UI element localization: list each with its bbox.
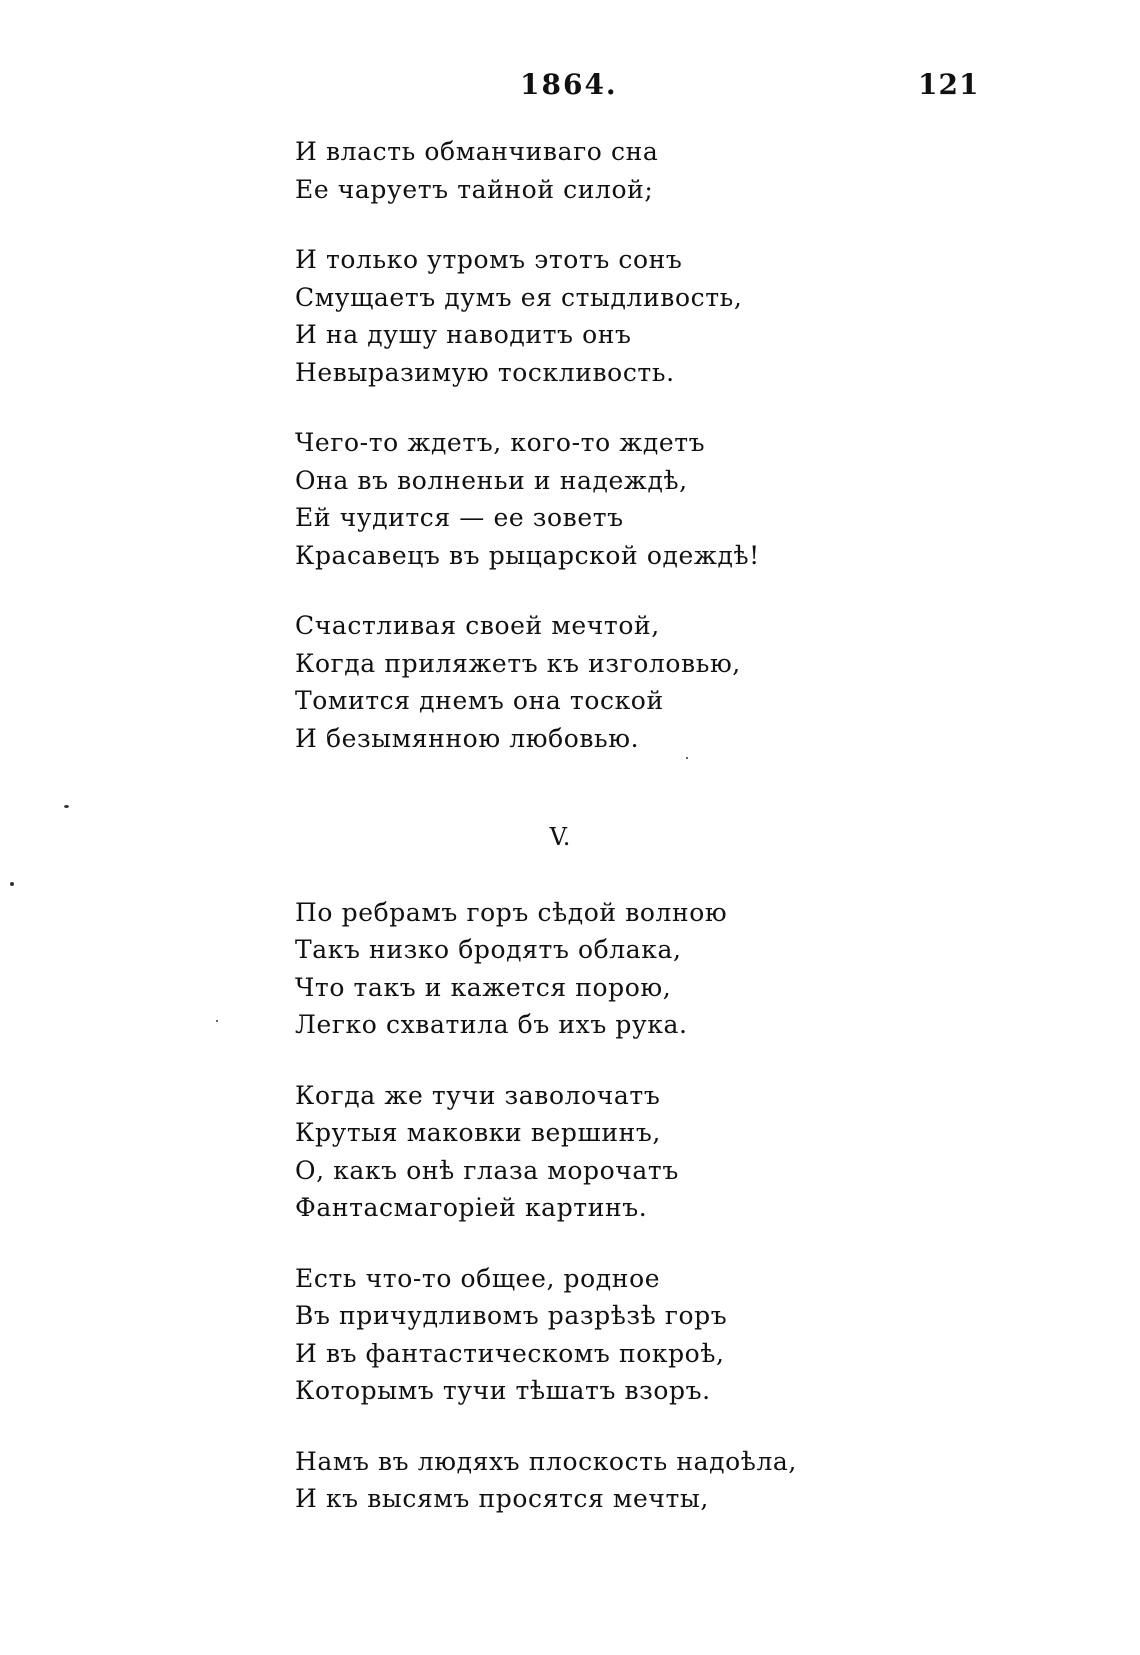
poem-body bbox=[295, 133, 1055, 1518]
verse-line: Фантасмагоріей картинъ. bbox=[295, 1193, 648, 1222]
verse-line: Ее чаруетъ тайной силой; bbox=[295, 174, 654, 204]
verse-line: Крутыя маковки вершинъ, bbox=[295, 1118, 661, 1147]
stanza bbox=[295, 1443, 1055, 1518]
verse-line: Ей чудится — ее зоветъ bbox=[295, 503, 624, 532]
verse-line: Невыразимую тоскливость. bbox=[295, 357, 675, 387]
verse-line: И на душу наводитъ онъ bbox=[295, 320, 632, 349]
stanza bbox=[295, 607, 1055, 757]
verse-line: Красавецъ въ рыцарской одеждѣ! bbox=[295, 540, 760, 570]
running-header-year: 1864. bbox=[520, 68, 618, 101]
verse-line: Что такъ и кажется порою, bbox=[295, 972, 672, 1002]
print-speck bbox=[10, 882, 14, 886]
verse-line: Легко схватила бъ ихъ рука. bbox=[295, 1010, 688, 1039]
verse-line: О, какъ онѣ глаза морочатъ bbox=[295, 1155, 679, 1185]
stanza bbox=[295, 133, 1055, 208]
print-speck bbox=[216, 1020, 218, 1022]
verse-line: Она въ волненьи и надеждѣ, bbox=[295, 465, 688, 495]
verse-line: Въ причудливомъ разрѣзѣ горъ bbox=[295, 1301, 728, 1330]
verse-line: По ребрамъ горъ сѣдой волною bbox=[295, 897, 728, 927]
print-speck bbox=[686, 757, 688, 759]
stanza bbox=[295, 1077, 1055, 1227]
section-number: V. bbox=[549, 823, 571, 851]
stanza bbox=[295, 424, 1055, 574]
page-number: 121 bbox=[918, 68, 980, 101]
verse-line: Намъ въ людяхъ плоскость надоѣла, bbox=[295, 1446, 797, 1476]
verse-line: И къ высямъ просятся мечты, bbox=[295, 1484, 709, 1513]
verse-line: И безымянною любовью. bbox=[295, 723, 640, 753]
verse-line: Такъ низко бродятъ облака, bbox=[295, 935, 682, 964]
stanza bbox=[295, 894, 1055, 1044]
verse-line: И власть обманчиваго сна bbox=[295, 137, 659, 166]
verse-line: И въ фантастическомъ покроѣ, bbox=[295, 1338, 725, 1368]
verse-line: Томится днемъ она тоской bbox=[295, 686, 664, 715]
verse-line: Есть что-то общее, родное bbox=[295, 1263, 661, 1293]
verse-line: Когда же тучи заволочатъ bbox=[295, 1080, 661, 1110]
print-speck bbox=[64, 805, 69, 808]
stanza bbox=[295, 1260, 1055, 1410]
verse-line: Чего-то ждетъ, кого-то ждетъ bbox=[295, 428, 706, 457]
verse-line: Которымъ тучи тѣшатъ взоръ. bbox=[295, 1376, 711, 1405]
verse-line: Смущаетъ думъ ея стыдливость, bbox=[295, 282, 743, 312]
verse-line: И только утромъ этотъ сонъ bbox=[295, 245, 683, 274]
stanza bbox=[295, 241, 1055, 391]
verse-line: Когда приляжетъ къ изголовью, bbox=[295, 648, 741, 678]
verse-line: Счастливая своей мечтой, bbox=[295, 611, 660, 640]
